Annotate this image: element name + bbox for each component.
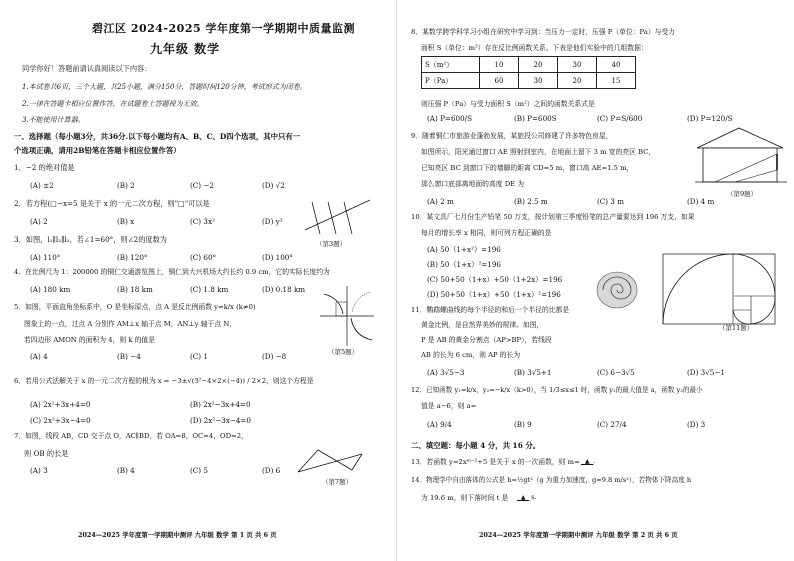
q8-option-a: (A) P=600/S [427,114,473,123]
q13-stem: 13．若函数 y=2xᵐ⁻²+5 是关于 x 的一次函数，则 m= [411,458,580,466]
q9-stem-line2: 如图所示，阳光通过窗口 AE 照射到室内，在地面上留下 3 m 宽的亮区 BC， [421,148,656,156]
q9-stem-line4: 那么窗口底部离地面的高度 DE 为 [421,180,525,188]
q14-stem-line1: 14．物理学中自由落体的公式是 h=½gt²（g 为重力加速度，g=9.8 m/s²），若物体下降高度 h [411,476,692,484]
q6-option-d: (D) 2x²−3x−4=0 [190,416,252,425]
q7-stem-line2: 则 OB 的长是 [24,449,69,458]
q8-option-b: (B) P=600S [514,114,557,123]
exam-subtitle: 九年级 数学 [150,42,221,56]
q10-stem-line1: 10．某文具厂七月份生产铅笔 50 万支，按计划第三季度铅笔的总产量要达到 196 万支，如果 [411,213,695,221]
q2-option-d: (D) y² [262,217,283,226]
q4-option-c: (C) 1.8 km [190,285,229,294]
q2-stem: 2．若方程(□−x=5 是关于 x 的一元二次方程，则"□"可以是 [14,199,210,208]
q3-option-a: (A) 110° [30,253,61,262]
q9-stem-line3: 已知亮区 BC 到窗口下的墙脚的距离 CD=5 m，窗口高 AE=1.5 m， [421,164,634,172]
table-cell: 10 [480,57,519,73]
table-row [422,57,636,73]
q10-stem-line2: 每月的增长率 x 相同，则可列方程正确的是 [421,229,552,237]
q11-stem-line3: P 是 AB 的黄金分割点（AP>BP），若线段 [421,336,552,344]
q1-option-c: (C) −2 [190,181,214,190]
q10-option-b: (B) 50（1+x）²=196 [427,260,501,269]
q9-stem-line1: 9．随着铜仁市旅游业蓬勃发展，某旅投公司修建了许多特色房屋， [411,132,613,140]
q6-option-b: (B) 2x²−3x+4=0 [190,400,251,409]
q5-stem-line2: 图象上的一点，过点 A 分别作 AM⊥x 轴于点 M，AN⊥y 轴于点 N， [24,320,237,328]
q4-option-d: (D) 0.18 km [262,285,306,294]
q7-option-b: (B) 4 [117,466,135,475]
q5-option-c: (C) 1 [190,352,208,361]
q10-option-a: (A) 50（1+x²）=196 [427,245,501,254]
table-header-s: S（m²） [422,57,480,73]
q12-stem-line1: 12．已知函数 y₁=k/x，y₂=−k/x（k>0），当 1/3≤x≤1 时，函数 y₁的最大值是 a，函数 y₂的最小 [411,386,703,394]
q5-stem-line3: 若四边形 AMON 的面积为 4，则 k 的值是 [24,336,155,344]
q3-option-c: (C) 60° [190,253,217,262]
q11-stem-line2: 黄金比例，是自然界美妙的规律。如图， [421,321,544,329]
page-2-footer: 2024—2025 学年度第一学期期中测评 九年级 数学 第 2 页 共 6 页 [479,531,678,539]
note-3: 3.不能使用计算器。 [22,116,85,124]
q11-stem-line4: AB 的长为 6 cm，则 AP 的长为 [421,351,521,359]
q8-data-table [421,56,636,89]
q1-option-b: (B) 2 [117,181,135,190]
q4-option-a: (A) 180 km [30,285,71,294]
q9-figure-caption: （第9题） [727,190,758,198]
q1-option-a: (A) ±2 [30,181,54,190]
q9-option-b: (B) 2.5 m [514,197,548,206]
q7-option-c: (C) 5 [190,466,208,475]
q5-option-b: (B) −4 [117,352,141,361]
q8-option-c: (C) P=S/600 [597,114,643,123]
q3-figure-caption: （第3题） [316,240,347,248]
q8-stem-line2: 面积 S（单位：m²）存在反比例函数关系。下表是他们实验中的几组数据： [421,44,648,52]
q3-option-b: (B) 120° [117,253,148,262]
q2-option-a: (A) 2 [30,217,48,226]
q9-figure [695,126,787,192]
table-cell: 60 [480,73,519,89]
q4-stem: 4．在比例尺为 1：200000 的铜仁交通游览图上，铜仁到大兴机场大约长约 0.9 cm，它的实际长度约为 [14,268,330,276]
table-cell: 20 [519,57,558,73]
table-cell: 15 [597,73,636,89]
q12-option-d: (D) 3 [687,420,706,429]
table-row [422,73,636,89]
q9-option-d: (D) 4 m [687,197,715,206]
q11-figure [659,252,779,326]
section2-heading: 二、填空题：每小题 4 分，共 16 分。 [411,441,541,450]
q6-stem: 6．若用公式法解关于 x 的一元二次方程的根为 x = −3±√(3²−4×2×(−4)) / 2×2，则这个方程是 [14,377,314,385]
q5-stem-line1: 5．如图，平面直角坐标系中，O 是坐标原点，点 A 是反比例函数 y=k/x (k≠0) [14,303,256,311]
q3-option-d: (D) 100° [262,253,293,262]
q5-figure [318,284,376,348]
q11-figure-caption: （第11题） [719,324,754,332]
q2-option-b: (B) x [117,217,135,226]
q11-option-b: (B) 3√5+1 [514,368,552,377]
q7-option-a: (A) 3 [30,466,48,475]
table-header-p: P（Pa） [422,73,480,89]
section1-heading: 一、选择题（每小题3分，共36分.以下每小题均有A、B、C、D四个选项，其中只有一 [14,132,301,141]
q9-option-a: (A) 2 m [427,197,454,206]
note-1: 1.本试卷共6页，三个大题，共25小题，满分150分，答题时间120分钟，考试形式为闭卷。 [22,83,307,91]
table-cell: 20 [558,73,597,89]
q12-option-b: (B) 9 [514,420,532,429]
q12-option-a: (A) 9/4 [427,420,452,429]
q14-stem-line2: 为 19.6 m，则下落时间 t 是 [421,494,509,502]
q5-option-d: (D) −8 [262,352,287,361]
page-1-footer: 2024—2025 学年度第一学期期中测评 九年级 数学 第 1 页 共 6 页 [78,531,277,539]
exam-title: 碧江区 2024-2025 学年度第一学期期中质量监测 [92,22,355,35]
q3-stem: 3．如图，l₁∥l₂∥l₃，若∠1=60°，则∠2的度数为 [14,235,167,244]
q10-option-c: (C) 50+50（1+x）+50（1+2x）=196 [427,275,563,284]
q7-figure [290,444,370,480]
q11-option-c: (C) 6−3√5 [597,368,635,377]
blank-triangle-mark: ▲ [584,458,590,465]
q5-figure-caption: （第5题） [328,348,359,356]
q1-stem: 1．−2 的绝对值是 [14,163,75,172]
q4-option-b: (B) 18 km [117,285,153,294]
nautilus-shell-image [595,270,639,310]
q1-option-d: (D) √2 [262,181,285,190]
blank-triangle-mark: ▲ [520,494,526,501]
greeting: 同学你好！答题前请认真阅读以下内容： [22,64,152,73]
q8-option-d: (D) P=120/S [687,114,733,123]
q7-stem-line1: 7．如图，线段 AB，CD 交于点 O，AC∥BD，若 OA=8，OC=4，OD=2， [14,432,248,440]
q9-option-c: (C) 3 m [597,197,625,206]
table-cell: 30 [558,57,597,73]
note-2: 2.一律在答题卡相应位置作答，在试题卷上答题视为无效。 [22,100,204,108]
q7-option-d: (D) 6 [262,466,281,475]
table-cell: 30 [519,73,558,89]
q8-stem-line1: 8．某数学跨学科学习小组在研究中学习到：当压力一定时，压强 P（单位：Pa）与受力 [411,28,676,36]
q14-unit: s. [531,494,537,501]
q6-option-a: (A) 2x²+3x+4=0 [30,400,91,409]
q8-stem-line3: 则压强 P（Pa）与受力面积 S（m²）之间的函数关系式是 [421,100,595,108]
section1-heading-cont: 个选项正确，请用2B铅笔在答题卡相应位置作答） [14,146,181,155]
q5-option-a: (A) 4 [30,352,48,361]
table-cell: 40 [597,57,636,73]
q3-figure [300,196,380,246]
q11-option-a: (A) 3√5−3 [427,368,465,377]
q6-option-c: (C) 2x²+3x−4=0 [30,416,91,425]
q13-answer-blank: ▲ . [584,458,596,465]
q14-answer-blank [517,494,536,501]
q11-option-d: (D) 3√5−1 [687,368,725,377]
q2-option-c: (C) 3x² [190,217,215,226]
q7-figure-caption: （第7题） [322,478,353,486]
q11-stem-line1: 11．鹦鹉螺曲线的每个半径的和后一个半径的比都是 [411,306,570,314]
q12-option-c: (C) 27/4 [597,420,627,429]
q10-option-d: (D) 50+50（1+x）+50（1+x）²=196 [427,290,561,299]
exam-page-2 [397,0,794,561]
q12-stem-line2: 值是 a−6，则 a= [421,402,477,410]
